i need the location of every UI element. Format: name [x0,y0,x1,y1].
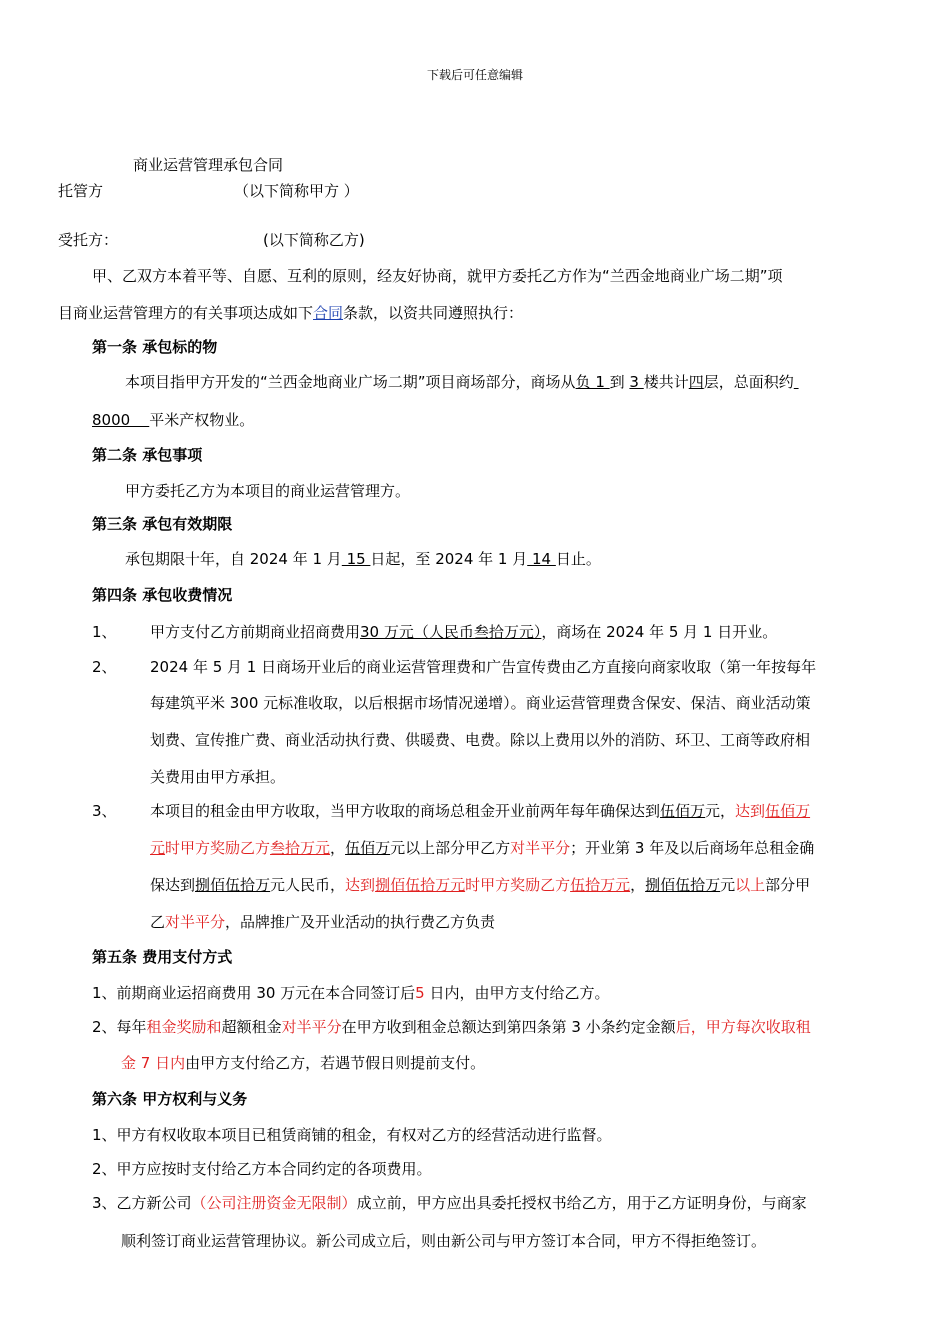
article-4-item-2-num: 2、 [92,658,117,676]
article-5-item-1: 1、前期商业运招商费用 30 万元在本合同签订后5 日内，由甲方支付给乙方。 [92,984,610,1002]
article-1-line-1: 本项目指甲方开发的“兰西金地商业广场二期”项目商场部分，商场从负 1 到 3 楼共计四层，总面积约 [125,373,794,391]
article-2-line-1: 甲方委托乙方为本项目的商业运营管理方。 [125,482,411,500]
article-1-line-2: 8000 平米产权物业。 [92,411,255,429]
article-4-item-3-line-2: 元时甲方奖励乙方叁拾万元，伍佰万元以上部分甲乙方对半平分；开业第 3 年及以后商场年总租金确 [150,839,815,857]
party-b-label: 受托方： [58,231,119,249]
article-1-title: 第一条 承包标的物 [92,338,218,356]
article-4-item-2-line-4: 关费用由甲方承担。 [150,768,286,786]
article-3-title: 第三条 承包有效期限 [92,515,233,533]
article-5-item-2-line-2: 金 7 日内由甲方支付给乙方，若遇节假日则提前支付。 [121,1054,486,1072]
party-a-note: （以下简称甲方 ） [234,182,359,200]
article-4-item-1-num: 1、 [92,623,117,641]
article-6-item-1: 1、甲方有权收取本项目已租赁商铺的租金，有权对乙方的经营活动进行监督。 [92,1126,612,1144]
article-4-item-3-line-1: 本项目的租金由甲方收取，当甲方收取的商场总租金开业前两年每年确保达到伍佰万元，达到伍佰万 [150,802,811,820]
article-5-item-2-line-1: 2、每年租金奖励和超额租金对半平分在甲方收到租金总额达到第四条第 3 小条约定金额后，甲方每次收取租 [92,1018,811,1036]
article-6-item-3-line-2: 顺利签订商业运营管理协议。新公司成立后，则由新公司与甲方签订本合同，甲方不得拒绝签订。 [121,1232,767,1250]
article-4-item-3-line-3: 保达到捌佰伍拾万元人民币，达到捌佰伍拾万元时甲方奖励乙方伍拾万元，捌佰伍拾万元以上部分甲 [150,876,811,894]
party-a-label: 托管方 [58,182,104,200]
article-6-title: 第六条 甲方权利与义务 [92,1090,248,1108]
article-4-item-2-line-1: 2024 年 5 月 1 日商场开业后的商业运营管理费和广告宣传费由乙方直接向商家收取（第一年按每年 [150,658,817,676]
article-6-item-2: 2、甲方应按时支付给乙方本合同约定的各项费用。 [92,1160,432,1178]
contract-link[interactable]: 合同 [313,304,344,322]
article-3-line-1: 承包期限十年，自 2024 年 1 月 15 日起，至 2024 年 1 月 14 日止。 [125,550,601,568]
article-4-item-2-line-2: 每建筑平米 300 元标准收取，以后根据市场情况递增）。商业运营管理费含保安、保洁、商业活动策 [150,694,811,712]
article-4-item-1: 甲方支付乙方前期商业招商费用30 万元（人民币叁拾万元），商场在 2024 年 5 月 1 日开业。 [150,623,778,641]
intro-line-2: 目商业运营管理方的有关事项达成如下合同条款，以资共同遵照执行： [58,304,524,322]
article-5-title: 第五条 费用支付方式 [92,948,233,966]
article-4-title: 第四条 承包收费情况 [92,586,233,604]
party-b-note: (以下简称乙方) [263,231,365,249]
article-4-item-2-line-3: 划费、宣传推广费、商业活动执行费、供暖费、电费。除以上费用以外的消防、环卫、工商等政府相 [150,731,811,749]
page-header: 下载后可任意编辑 [426,68,523,82]
article-6-item-3-line-1: 3、乙方新公司（公司注册资金无限制）成立前，甲方应出具委托授权书给乙方，用于乙方证明身份，与商家 [92,1194,807,1212]
document-title: 商业运营管理承包合同 [133,156,284,174]
intro-line-1: 甲、乙双方本着平等、自愿、互利的原则，经友好协商，就甲方委托乙方作为“兰西金地商业广场二期”项 [92,267,783,285]
article-2-title: 第二条 承包事项 [92,446,203,464]
article-4-item-3-line-4: 乙对半平分，品牌推广及开业活动的执行费乙方负责 [150,913,496,931]
article-4-item-3-num: 3、 [92,802,117,820]
